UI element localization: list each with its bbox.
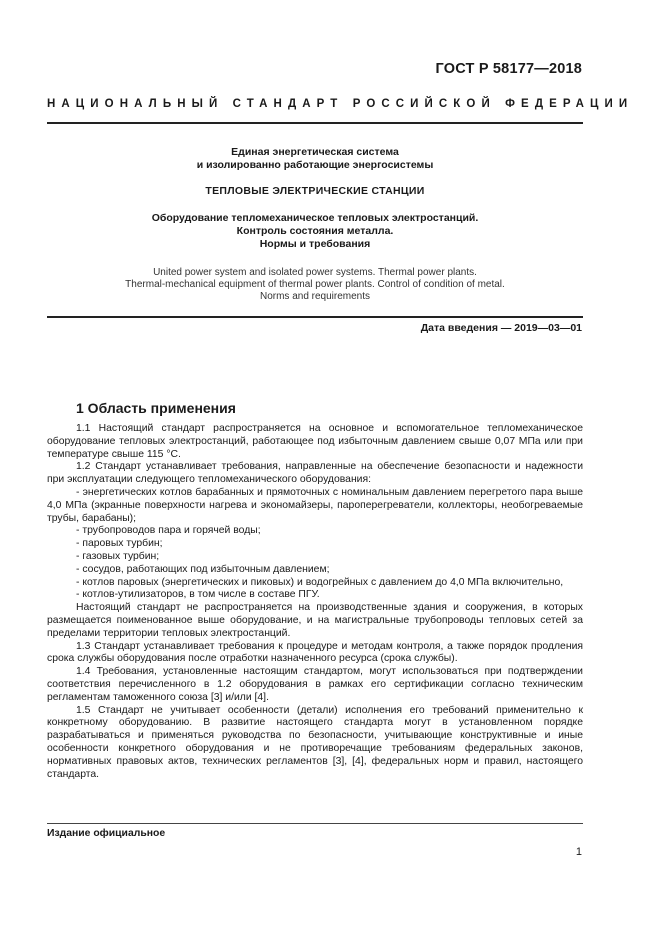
title-divider <box>47 316 583 318</box>
top-divider <box>47 122 583 124</box>
document-number: ГОСТ Р 58177—2018 <box>435 61 582 77</box>
english-title <box>47 267 583 302</box>
list-item: - трубопроводов пара и горячей воды; <box>76 525 261 537</box>
footer-divider <box>47 823 583 824</box>
list-item: - паровых турбин; <box>76 538 163 550</box>
equipment-title-line: Контроль состояния металла. <box>236 225 394 238</box>
english-title-line: United power system and isolated power systems. Thermal power plants. <box>153 267 477 278</box>
paragraph: Настоящий стандарт не распространяется на производственные здания и сооружения, в которых размещается поименованное выше оборудование, и на магистральные трубопроводы тепловых сетей за пределами территории тепловых электростанций. <box>47 602 583 639</box>
body-text <box>47 423 583 781</box>
list-item: - сосудов, работающих под избыточным давлением; <box>76 563 330 575</box>
national-standard-heading: НАЦИОНАЛЬНЫЙ СТАНДАРТ РОССИЙСКОЙ ФЕДЕРАЦИИ <box>47 98 634 110</box>
paragraph: 1.4 Требования, установленные настоящим стандартом, могут использоваться при подтверждении соответствия перечисленного в 1.2 оборудования в рамках его сертификации согласно техническим регламентам таможенного союза [3] и/или [4]. <box>47 666 583 703</box>
equipment-title-line: Оборудование тепломеханическое тепловых электростанций. <box>151 212 479 224</box>
equipment-title <box>47 212 583 252</box>
list-item: - котлов-утилизаторов, в том числе в составе ПГУ. <box>76 589 320 601</box>
system-title <box>47 146 583 172</box>
english-title-line: Norms and requirements <box>259 290 371 302</box>
paragraph: 1.5 Стандарт не учитывает особенности (детали) исполнения его требований применительно к конкретному оборудованию. В развитие настоящего стандарта могут в установленном порядке разрабатываться и применяться руководства по безопасности, учитывающие конструктивные и иные особенности конкретного оборудования и не противоречащие требованиям федеральных законов, нормативных правовых актов, технических регламентов [3], [4], федеральных норм и правил, настоящего стандарта. <box>47 704 583 780</box>
list-item: - котлов паровых (энергетических и пиковых) и водогрейных с давлением до 4,0 МПа включительно, <box>76 576 564 588</box>
paragraph: 1.3 Стандарт устанавливает требования к процедуре и методам контроля, а также порядок продления срока службы оборудования после отработки назначенного ресурса (срока службы). <box>47 640 583 665</box>
page-number: 1 <box>575 846 582 858</box>
intro-date: Дата введения — 2019—03—01 <box>420 322 582 334</box>
system-title-line: Единая энергетическая система <box>231 146 399 158</box>
equipment-title-line: Нормы и требования <box>259 238 371 251</box>
paragraph: 1.2 Стандарт устанавливает требования, направленные на обеспечение безопасности и надежности при эксплуатации следующего тепломеханического оборудования: <box>47 461 583 486</box>
system-title-line: и изолированно работающие энергосистемы <box>196 159 434 171</box>
english-title-line: Thermal-mechanical equipment of thermal power plants. Control of condition of metal. <box>125 278 505 290</box>
list-item: - газовых турбин; <box>76 550 160 562</box>
tes-title: ТЕПЛОВЫЕ ЭЛЕКТРИЧЕСКИЕ СТАНЦИИ <box>205 185 425 197</box>
official-edition: Издание официальное <box>47 828 166 839</box>
section-title: 1 Область применения <box>76 400 236 416</box>
paragraph: 1.1 Настоящий стандарт распространяется на основное и вспомогательное тепломеханическое оборудование тепловых электростанций, работающее под избыточным давлением свыше 0,07 МПа или при температуре свыше 115 °С. <box>47 423 583 460</box>
list-item: - энергетических котлов барабанных и прямоточных с номинальным давлением перегретого пара выше 4,0 МПа (экранные поверхности нагрева и экономайзеры, пароперегреватели, коллекторы, необогреваемые трубы, барабаны); <box>47 486 583 524</box>
